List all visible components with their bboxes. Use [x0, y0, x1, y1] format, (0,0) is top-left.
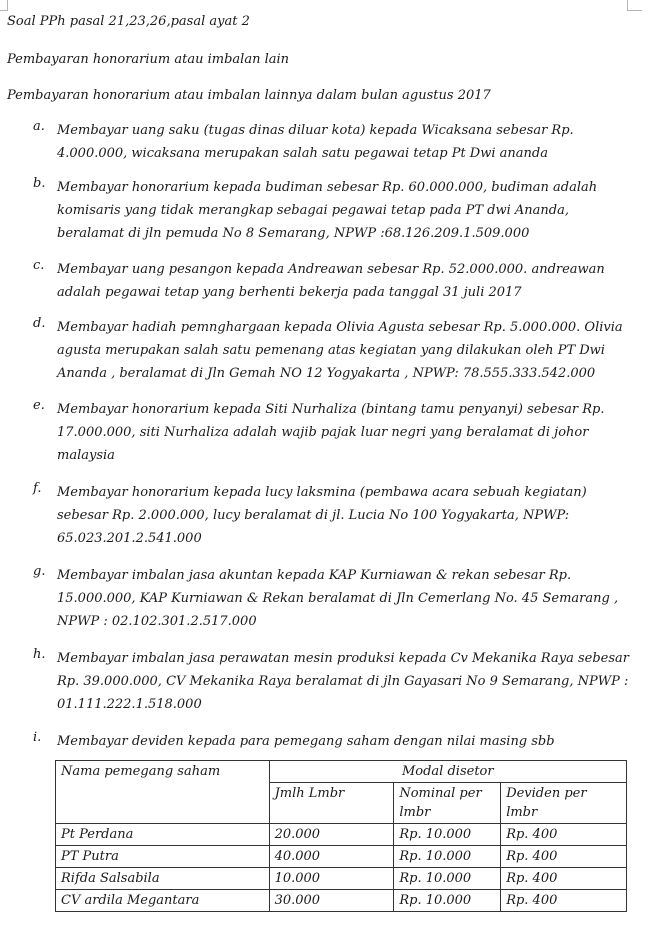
list-item-text: Membayar uang saku (tugas dinas diluar kota) kepada Wicaksana sebesar Rp. 4.000.000, wicaksana merupakan salah satu pegawai tetap Pt Dwi ananda — [57, 123, 574, 161]
header-paid-in-capital: Modal disetor — [269, 761, 626, 783]
list-item-text: Membayar uang pesangon kepada Andreawan sebesar Rp. 52.000.000. andreawan adalah pegawai tetap yang berhenti bekerja pada tanggal 31 juli 2017 — [57, 262, 605, 300]
cell-share-count: 10.000 — [269, 868, 394, 890]
cell-share-count: 40.000 — [269, 846, 394, 868]
list-item-marker: e. — [33, 398, 45, 413]
table-row — [56, 890, 627, 912]
table-row — [56, 846, 627, 868]
list-item-marker: g. — [33, 564, 46, 579]
cell-share-count: 30.000 — [269, 890, 394, 912]
cell-share-count: 20.000 — [269, 824, 394, 846]
table-row — [56, 868, 627, 890]
cell-nominal: Rp. 10.000 — [394, 868, 501, 890]
list-item-text: Membayar deviden kepada para pemegang saham dengan nilai masing sbb — [57, 734, 555, 749]
list-item-text: Membayar honorarium kepada Siti Nurhaliza (bintang tamu penyanyi) sebesar Rp. 17.000.000, siti Nurhaliza adalah wajib pajak luar negri yang beralamat di johor malaysia — [57, 402, 605, 463]
list-item-marker: d. — [33, 316, 46, 331]
header-shareholder-name: Nama pemegang saham — [56, 761, 270, 824]
list-item-marker: h. — [33, 647, 46, 662]
list-item-text: Membayar imbalan jasa perawatan mesin produksi kepada Cv Mekanika Raya sebesar Rp. 39.000.000, CV Mekanika Raya beralamat di jln Gayasari No 9 Semarang, NPWP : 01.111.222.1.518.000 — [57, 651, 630, 712]
table-row — [56, 824, 627, 846]
list-item-marker: f. — [33, 481, 42, 496]
list-item-marker: c. — [33, 258, 45, 273]
cell-name: PT Putra — [56, 846, 270, 868]
cell-nominal: Rp. 10.000 — [394, 890, 501, 912]
page-corner-mark-left — [0, 0, 8, 11]
list-item-text: Membayar honorarium kepada lucy laksmina (pembawa acara sebuah kegiatan) sebesar Rp. 2.000.000, lucy beralamat di jl. Lucia No 100 Yogyakarta, NPWP: 65.023.201.2.541.000 — [57, 485, 587, 546]
header-dividend-per-share: Deviden per lmbr — [501, 783, 627, 824]
dividend-table — [55, 760, 627, 912]
list-item-marker: b. — [33, 176, 46, 191]
cell-name: Rifda Salsabila — [56, 868, 270, 890]
cell-name: CV ardila Megantara — [56, 890, 270, 912]
list-item-marker: i. — [33, 730, 42, 745]
list-item-text: Membayar imbalan jasa akuntan kepada KAP Kurniawan & rekan sebesar Rp. 15.000.000, KAP Kurniawan & Rekan beralamat di Jln Cemerlang No. 45 Semarang , NPWP : 02.102.301.2.517.000 — [57, 568, 619, 629]
section-subheading: Pembayaran honorarium atau imbalan lainnya dalam bulan agustus 2017 — [7, 88, 491, 103]
header-nominal-per-share: Nominal per lmbr — [394, 783, 501, 824]
header-share-count: Jmlh Lmbr — [269, 783, 394, 824]
section-heading: Pembayaran honorarium atau imbalan lain — [7, 52, 290, 67]
cell-dividend: Rp. 400 — [501, 824, 627, 846]
cell-dividend: Rp. 400 — [501, 868, 627, 890]
cell-dividend: Rp. 400 — [501, 890, 627, 912]
cell-nominal: Rp. 10.000 — [394, 846, 501, 868]
cell-dividend: Rp. 400 — [501, 846, 627, 868]
document-title: Soal PPh pasal 21,23,26,pasal ayat 2 — [7, 14, 250, 29]
list-item-text: Membayar honorarium kepada budiman sebesar Rp. 60.000.000, budiman adalah komisaris yang tidak merangkap sebagai pegawai tetap pada PT dwi Ananda, beralamat di jln pemuda No 8 Semarang, NPWP :68.126.209.1.509.000 — [57, 180, 598, 241]
list-item-text: Membayar hadiah pemnghargaan kepada Olivia Agusta sebesar Rp. 5.000.000. Olivia agusta merupakan salah satu pemenang atas kegiatan yang dilakukan oleh PT Dwi Ananda , beralamat di Jln Gemah NO 12 Yogyakarta , NPWP: 78.555.333.542.000 — [57, 320, 623, 381]
list-item-marker: a. — [33, 119, 45, 134]
page-corner-mark-right — [627, 0, 642, 11]
cell-nominal: Rp. 10.000 — [394, 824, 501, 846]
cell-name: Pt Perdana — [56, 824, 270, 846]
